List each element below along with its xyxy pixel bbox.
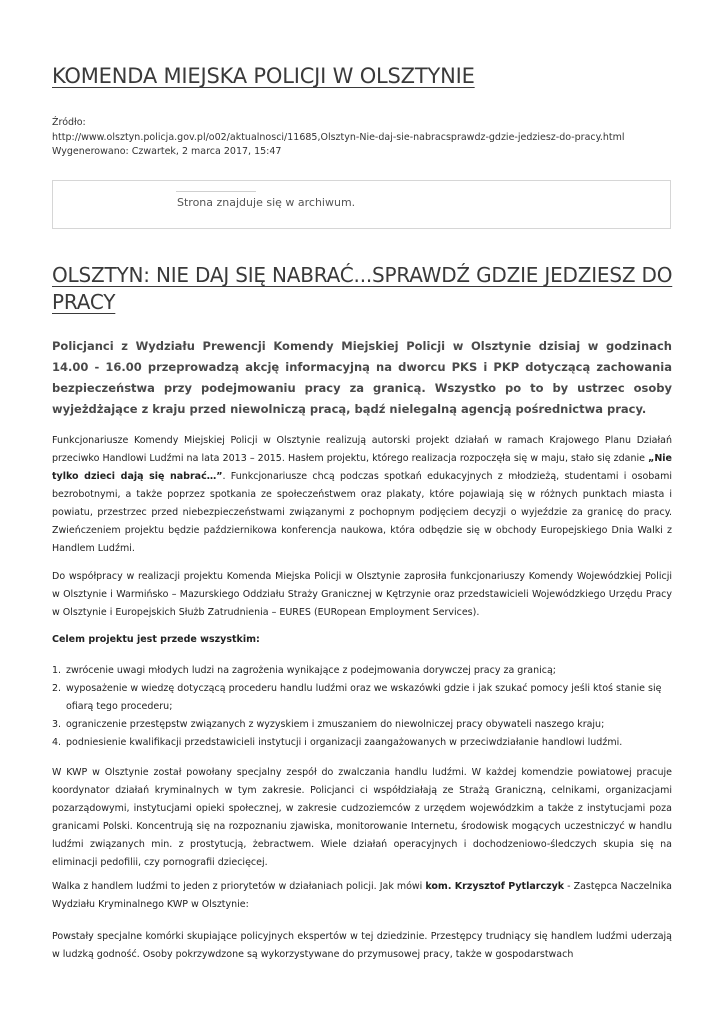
list-item-number: 1. bbox=[52, 665, 62, 676]
goals-heading-text: Celem projektu jest przede wszystkim: bbox=[52, 634, 260, 645]
paragraph-quote-intro-text-b: - Zastępca Naczelnika Wydziału Kryminalnego KWP w Olsztynie: bbox=[52, 881, 672, 910]
article-lead: Policjanci z Wydziału Prewencji Komendy Miejskiej Policji w Olsztynie dzisiaj w godzinach 14.00 - 16.00 przeprowadzą akcję informacyjną na dworcu PKS i PKP dotyczącą zachowania bezpieczeństwa przy podejmowaniu pracy za granicą. Wszystko po to by ustrzec osoby wyjeżdżające z kraju przed niewolniczą pracą, bądź nielegalną agencją pośrednictwa pracy. bbox=[52, 339, 672, 416]
goals-list bbox=[52, 662, 672, 752]
list-item-text: wyposażenie w wiedzę dotyczącą procederu handlu ludźmi oraz we wskazówki gdzie i jak szukać pomocy jeśli ktoś stanie się ofiarą tego procederu; bbox=[66, 683, 662, 712]
list-item-number: 4. bbox=[52, 737, 62, 748]
list-item bbox=[52, 662, 672, 680]
article-title: OLSZTYN: NIE DAJ SIĘ NABRAĆ...SPRAWDŹ GDZIE JEDZIESZ DO PRACY bbox=[52, 263, 673, 314]
list-item-text: ograniczenie przestępstw związanych z wyzyskiem i zmuszaniem do niewolniczej pracy obywateli naszego kraju; bbox=[66, 719, 605, 730]
paragraph-experts: Powstały specjalne komórki skupiające policyjnych ekspertów w tej dziedzinie. Przestępcy trudniący się handlem ludźmi uderzają w ludzką godność. Osoby pokrzywdzone są wykorzystywane do przymusowej pracy, także w gospodarstwach bbox=[52, 931, 672, 960]
goals-heading bbox=[52, 631, 672, 649]
source-info bbox=[52, 116, 692, 160]
generated-date: Wygenerowano: Czwartek, 2 marca 2017, 15:47 bbox=[52, 146, 282, 157]
archive-divider bbox=[176, 191, 256, 192]
list-item-number: 2. bbox=[52, 683, 62, 694]
archive-notice: Strona znajduje się w archiwum. bbox=[177, 196, 356, 209]
list-item bbox=[52, 716, 672, 734]
list-item bbox=[52, 680, 672, 716]
source-label: Źródło: bbox=[52, 117, 86, 128]
archive-notice-box bbox=[52, 180, 671, 229]
paragraph-quote-intro bbox=[52, 878, 672, 914]
paragraph-project-text-a: Funkcjonariusze Komendy Miejskiej Policji w Olsztynie realizują autorski projekt działań w ramach Krajowego Planu Działań przeciwko Handlowi Ludźmi na lata 2013 – 2015. Hasłem projektu, którego realizacja rozpoczęła się w maju, stało się zdanie bbox=[52, 435, 672, 464]
paragraph-cooperation: Do współpracy w realizacji projektu Komenda Miejska Policji w Olsztynie zaprosiła funkcjonariuszy Komendy Wojewódzkiej Policji w Olsztynie i Warmińsko – Mazurskiego Oddziału Straży Granicznej w Kętrzynie oraz przedstawicieli Wojewódzkiego Urzędu Pracy w Olsztynie i Europejskich Służb Zatrudnienia – EURES (EURopean Employment Services). bbox=[52, 571, 672, 618]
list-item bbox=[52, 734, 672, 752]
project-slogan: „Nie tylko dzieci dają się nabrać…” bbox=[52, 453, 672, 482]
quoted-officer: kom. Krzysztof Pytlarczyk bbox=[425, 881, 565, 892]
site-title: KOMENDA MIEJSKA POLICJI W OLSZTYNIE bbox=[52, 64, 475, 88]
paragraph-project bbox=[52, 432, 672, 558]
paragraph-team: W KWP w Olsztynie został powołany specjalny zespół do zwalczania handlu ludźmi. W każdej komendzie powiatowej pracuje koordynator działań kryminalnych w tym zakresie. Policjanci ci współdziałają ze Strażą Graniczną, celnikami, organizacjami pozarządowymi, instytucjami opieki społecznej, w zakresie cudzoziemców z urzędem wojewódzkim a także z instytucjami poza granicami Polski. Koncentrują się na rozpoznaniu zjawiska, monitorowanie Internetu, środowisk mogących uczestniczyć w handlu ludźmi związanych min. z prostytucją, żebractwem. Wiele działań operacyjnych i dochodzeniowo-śledczych skupia się na eliminacji pedofilii, czy pornografii dziecięcej. bbox=[52, 767, 672, 868]
paragraph-project-text-b: . Funkcjonariusze chcą podczas spotkań edukacyjnych z młodzieżą, studentami i osobami bezrobotnymi, a także poprzez spotkania ze społeczeństwem oraz plakaty, które pojawiają się w różnych punktach miasta i powiatu, przestrzec przed niebezpieczeństwami związanymi z pochopnym podjęciem decyzji o wyjeździe za granicę do pracy. Zwieńczeniem projektu będzie październikowa konferencja naukowa, która odbędzie się w obchody Europejskiego Dnia Walki z Handlem Ludźmi. bbox=[52, 471, 673, 554]
list-item-text: podniesienie kwalifikacji przedstawicieli instytucji i organizacji zaangażowanych w przeciwdziałanie handlowi ludźmi. bbox=[66, 737, 623, 748]
source-url[interactable]: http://www.olsztyn.policja.gov.pl/o02/aktualnosci/11685,Olsztyn-Nie-daj-sie-nabracsprawdz-gdzie-jedziesz-do-pracy.html bbox=[52, 131, 625, 143]
list-item-text: zwrócenie uwagi młodych ludzi na zagrożenia wynikające z podejmowania dorywczej pracy za granicą; bbox=[66, 665, 556, 676]
list-item-number: 3. bbox=[52, 719, 62, 730]
paragraph-quote-intro-text-a: Walka z handlem ludźmi to jeden z priorytetów w działaniach policji. Jak mówi bbox=[52, 881, 426, 892]
